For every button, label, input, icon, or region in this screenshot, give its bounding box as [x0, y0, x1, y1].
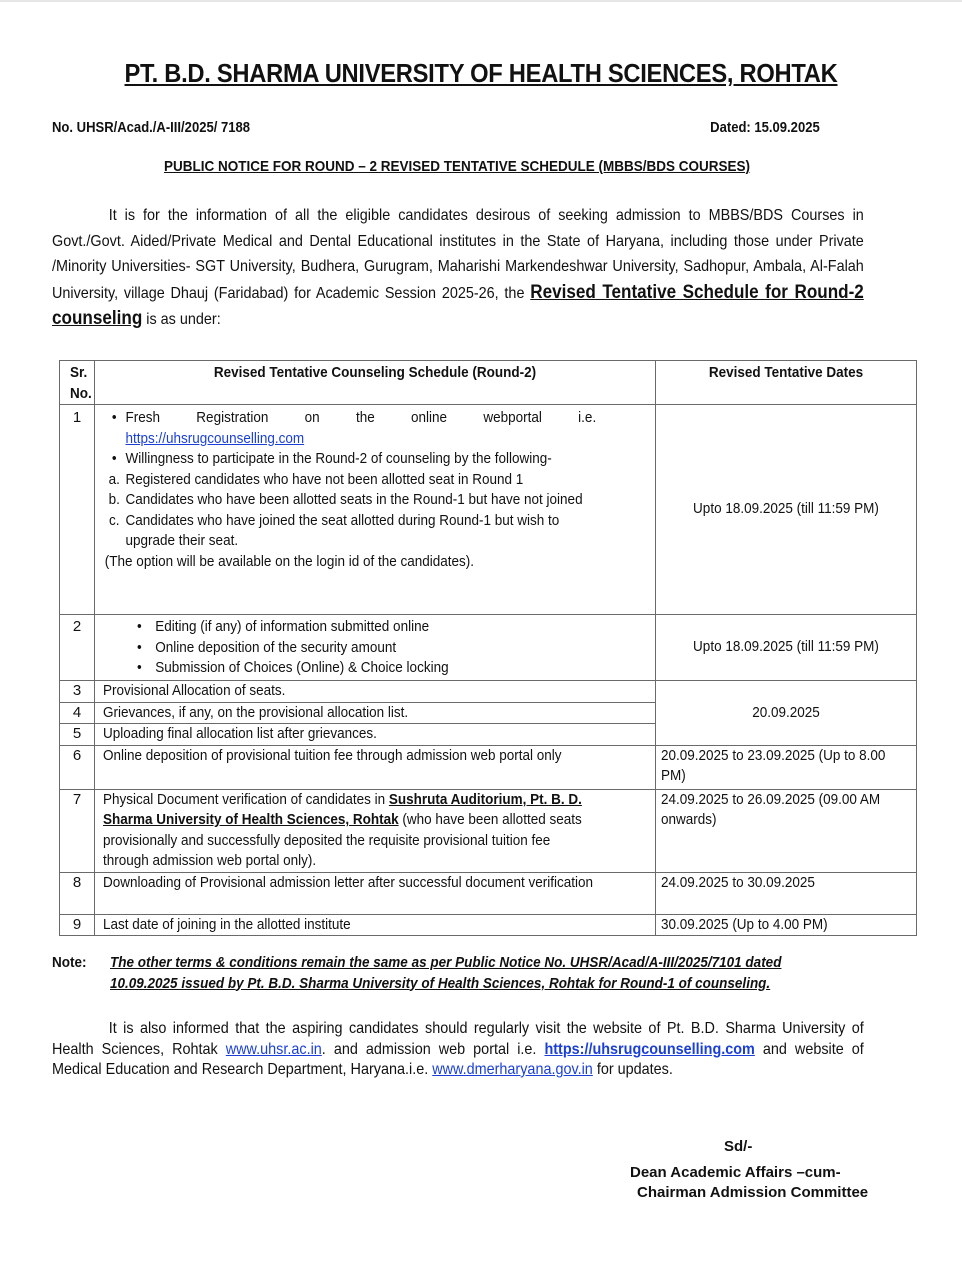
row-sr: 3 [60, 681, 95, 703]
row-description: Last date of joining in the allotted institute [95, 914, 656, 936]
row-date: 20.09.2025 to 23.09.2025 (Up to 8.00 PM) [656, 745, 917, 789]
bullet-icon: • [112, 450, 117, 467]
row-sr: 6 [60, 745, 95, 789]
row-description: Provisional Allocation of seats. [95, 681, 656, 703]
row-description [95, 405, 656, 615]
closing-paragraph: It is also informed that the aspiring candidates should regularly visit the website of Pt. B.D. Sharma University of Health Sciences, Rohtak www.uhsr.ac.in. and admission web portal i.e. https://uhsrugcounselling.com and website of Medical Education and Research Department, Haryana.i.e. www.dmerharyana.gov.in for updates. [52, 1020, 864, 1078]
bullet-item: • Online deposition of the security amount [103, 638, 596, 659]
signature-title-line1: Dean Academic Affairs –cum- [630, 1164, 841, 1181]
sub-item: b. Candidates who have been allotted seats in the Round-1 but have not joined [108, 491, 583, 508]
note-label: Note: [52, 954, 87, 971]
table-row [60, 615, 917, 681]
header-schedule: Revised Tentative Counseling Schedule (Round-2) [95, 361, 656, 405]
table-row [60, 745, 917, 789]
row-description: Uploading final allocation list after grievances. [95, 724, 656, 746]
row-sr: 5 [60, 724, 95, 746]
signature-sd: Sd/- [724, 1138, 753, 1155]
table-row [60, 872, 917, 914]
venue-highlight: Sushruta Auditorium, Pt. B. D. Sharma University of Health Sciences, Rohtak [103, 790, 583, 828]
row-sr: 1 [60, 405, 95, 615]
table-row [60, 405, 917, 615]
top-edge-shadow [0, 0, 962, 2]
schedule-table [59, 360, 917, 936]
row-date: 24.09.2025 to 26.09.2025 (09.00 AM onwards) [656, 789, 917, 872]
table-header-row [60, 361, 917, 405]
header-sr-no: Sr. No. [60, 361, 95, 405]
registration-portal-link[interactable]: https://uhsrugcounselling.com [125, 429, 305, 447]
row-date: Upto 18.09.2025 (till 11:59 PM) [656, 615, 917, 681]
row-description: Physical Document verification of candidates in Sushruta Auditorium, Pt. B. D. Sharma University of Health Sciences, Rohtak (who have been allotted seats provisionally and successfully deposited the requisite provisional tuition fee through admission web portal only). [95, 789, 656, 872]
row-footnote: (The option will be available on the login id of the candidates). [104, 552, 475, 570]
note-text: The other terms & conditions remain the same as per Public Notice No. UHSR/Acad/A-III/2025/7101 dated 10.09.2025 issued by Pt. B.D. Sharma University of Health Sciences, Rohtak for Round-1 of counseling. [110, 954, 782, 992]
intro-emphasis: Revised Tentative Schedule for Round-2 counseling [52, 281, 864, 329]
bullet-icon: • [137, 659, 142, 676]
intro-tail: is as under: [142, 311, 221, 328]
row-sr: 8 [60, 872, 95, 914]
notice-title: PUBLIC NOTICE FOR ROUND – 2 REVISED TENTATIVE SCHEDULE (MBBS/BDS COURSES) [163, 158, 751, 175]
intro-text: It is for the information of all the eligible candidates desirous of seeking admission to MBBS/BDS Courses in Govt./Govt. Aided/Private Medical and Dental Educational institutes in the State of Haryana, including those under Private /Minority Universities- SGT University, Budhera, Gurugram, Maharishi Markendeshwar University, Sadhopur, Ambala, Al-Falah University, village Dhauj (Faridabad) for Academic Session 2025-26, the [52, 207, 864, 302]
bullet-icon: • [137, 638, 142, 656]
row-date: Upto 18.09.2025 (till 11:59 PM) [656, 405, 917, 615]
bullet-item: • Fresh Registration on the online webportal i.e. https://uhsrugcounselling.com [103, 408, 596, 449]
bullet-icon: • [137, 618, 142, 635]
counselling-portal-link[interactable]: https://uhsrugcounselling.com [544, 1040, 755, 1058]
row-description: Grievances, if any, on the provisional allocation list. [95, 702, 656, 724]
table-row [60, 914, 917, 936]
table-row [60, 681, 917, 703]
bullet-item: • Submission of Choices (Online) & Choice locking [103, 658, 596, 679]
row-sr: 4 [60, 702, 95, 724]
row-date-merged: 20.09.2025 [656, 681, 917, 746]
table-row [60, 789, 917, 872]
dmer-website-link[interactable]: www.dmerharyana.gov.in [432, 1061, 593, 1078]
header-dates: Revised Tentative Dates [656, 361, 917, 405]
bullet-icon: • [112, 409, 117, 426]
row-date: 24.09.2025 to 30.09.2025 [656, 872, 917, 914]
bullet-item: • Editing (if any) of information submitted online [103, 617, 596, 638]
row-sr: 9 [60, 914, 95, 936]
row-date: 30.09.2025 (Up to 4.00 PM) [656, 914, 917, 936]
signature-title-line2: Chairman Admission Committee [637, 1184, 869, 1201]
sub-item: c. Candidates who have joined the seat allotted during Round-1 but wish to upgrade their seat. [109, 511, 560, 549]
row-sr: 7 [60, 789, 95, 872]
row-description [95, 615, 656, 681]
row-sr: 2 [60, 615, 95, 681]
row-description: Online deposition of provisional tuition fee through admission web portal only [95, 745, 656, 789]
intro-paragraph [52, 203, 864, 333]
notice-date: Dated: 15.09.2025 [710, 120, 820, 136]
sub-item: a. Registered candidates who have not been allotted seat in Round 1 [108, 470, 524, 488]
university-title: PT. B.D. SHARMA UNIVERSITY OF HEALTH SCIENCES, ROHTAK [124, 60, 838, 88]
uhsr-website-link[interactable]: www.uhsr.ac.in [225, 1040, 322, 1058]
reference-number: No. UHSR/Acad./A-III/2025/ 7188 [52, 120, 250, 136]
bullet-item: • Willingness to participate in the Round-2 of counseling by the following- [103, 449, 596, 470]
row-description: Downloading of Provisional admission letter after successful document verification [95, 872, 656, 914]
